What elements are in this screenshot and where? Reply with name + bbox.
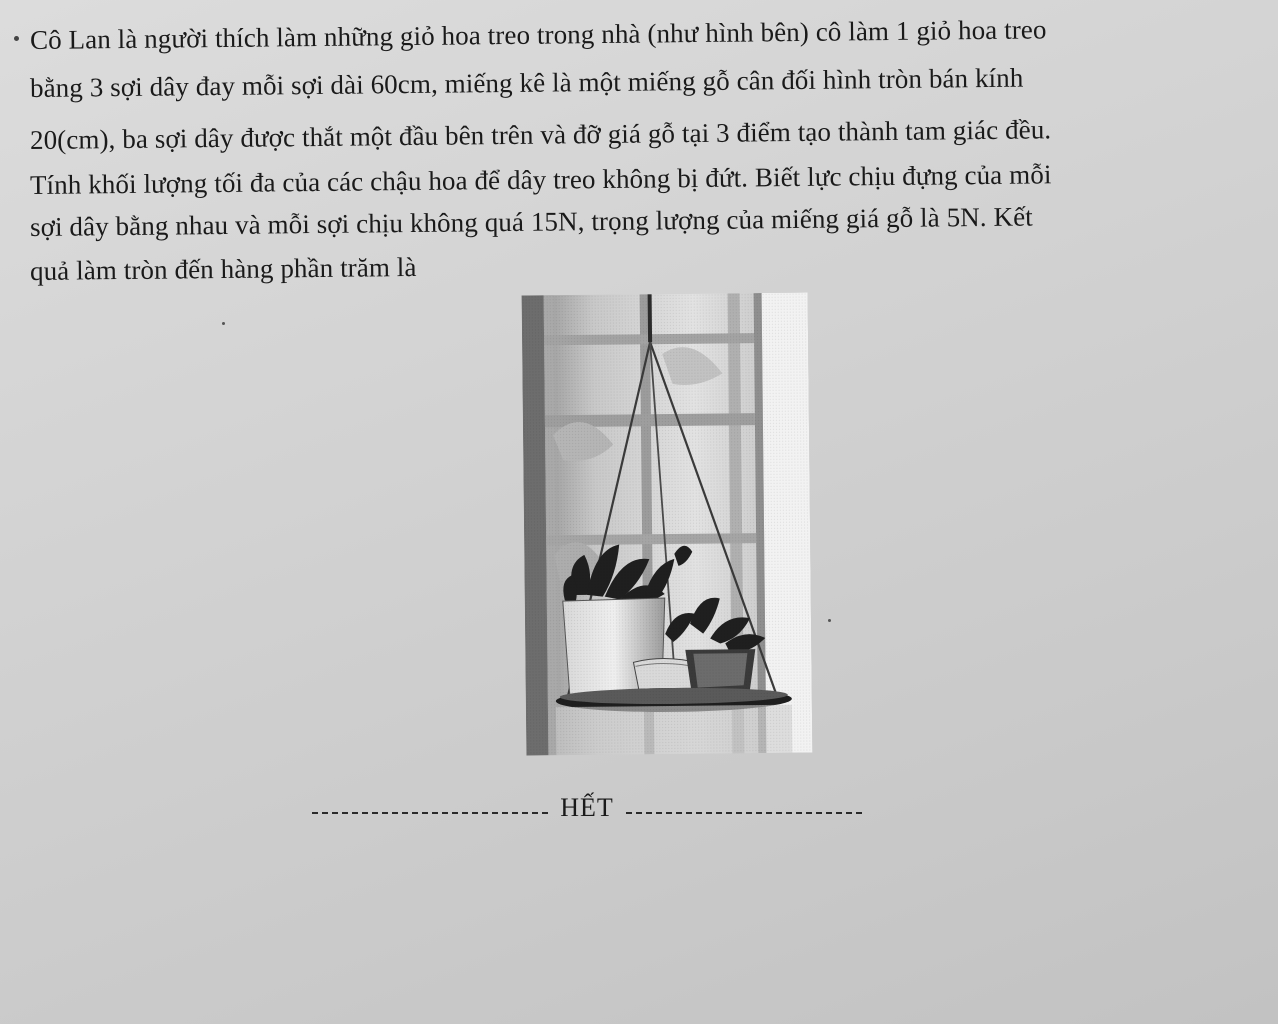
paper-speck xyxy=(828,619,831,622)
end-word: HẾT xyxy=(560,793,614,822)
problem-line-6: quả làm tròn đến hàng phần trăm là xyxy=(29,251,417,286)
end-dash-left xyxy=(312,812,548,814)
end-dash-right xyxy=(626,812,862,814)
problem-text xyxy=(30,16,1250,295)
problem-line-2: bằng 3 sợi dây đay mỗi sợi dài 60cm, miếng kê là một miếng gỗ cân đối hình tròn bán kính xyxy=(29,62,1024,103)
problem-line-3: 20(cm), ba sợi dây được thắt một đầu bên trên và đỡ giá gỗ tại 3 điểm tạo thành tam giác đều. xyxy=(29,114,1052,155)
problem-line-5: sợi dây bằng nhau và mỗi sợi chịu không quá 15N, trọng lượng của miếng giá gỗ là 5N. Kết xyxy=(29,201,1033,242)
problem-line-1: Cô Lan là người thích làm những giỏ hoa treo trong nhà (như hình bên) cô làm 1 giỏ hoa treo xyxy=(29,14,1047,55)
end-marker xyxy=(312,793,862,823)
bullet-dot xyxy=(14,36,19,41)
paper-speck xyxy=(222,322,225,325)
hanging-planter-photo xyxy=(522,293,813,756)
problem-line-4: Tính khối lượng tối đa của các chậu hoa để dây treo không bị đứt. Biết lực chịu đựng của mỗi xyxy=(29,159,1052,200)
